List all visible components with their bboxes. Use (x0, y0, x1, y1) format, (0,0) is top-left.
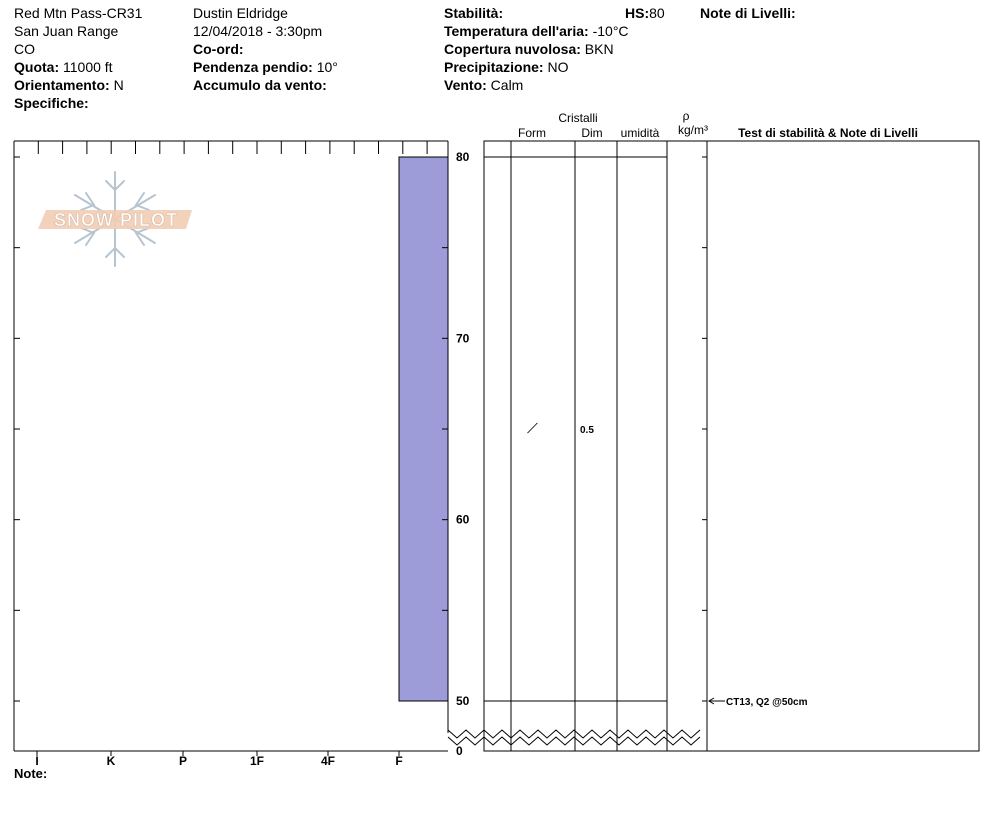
notes-depth-ticks (702, 157, 707, 701)
elevation-label: Quota: (14, 59, 60, 75)
slope-value: 10° (316, 59, 338, 75)
elevation-value: 11000 ft (63, 59, 113, 75)
col-rho: ρ (682, 109, 690, 123)
hardness-label-F: F (395, 754, 403, 768)
specifics-label: Specifiche: (14, 95, 89, 111)
tests-group (709, 697, 808, 708)
hs-value: 80 (649, 5, 665, 21)
logo-text: SNOW PILOT (54, 210, 178, 230)
air-temp-value: -10°C (592, 23, 629, 39)
zigzag-line-1 (448, 737, 700, 745)
layers-group (399, 157, 448, 701)
depth-label-0: 0 (456, 744, 463, 758)
aspect-value: N (113, 77, 124, 93)
col-density-unit: kg/m³ (678, 123, 708, 137)
wind-value: Calm (490, 77, 524, 93)
grain-form-0: / (524, 421, 540, 437)
observer: Dustin Eldridge (193, 5, 288, 21)
hardness-label-4F: 4F (320, 754, 336, 768)
mountain-range: San Juan Range (14, 23, 119, 39)
col-stability-notes: Test di stabilità & Note di Livelli (738, 126, 918, 140)
state: CO (14, 41, 35, 57)
wind-label: Vento: (444, 77, 487, 93)
hs-label: HS: (625, 5, 650, 21)
grains-group (524, 421, 594, 436)
wind-loading-label: Accumulo da vento: (193, 77, 327, 93)
depth-label-70: 70 (456, 331, 470, 346)
layer-notes-label: Note di Livelli: (700, 5, 796, 21)
hardness-label-P: P (178, 754, 188, 768)
stability-label: Stabilità: (444, 5, 504, 21)
test-note-0: CT13, Q2 @50cm (726, 697, 808, 708)
hardness-label-1F: 1F (249, 754, 265, 768)
precip-value: NO (547, 59, 569, 75)
layer-0-bar (399, 157, 448, 701)
precip-label: Precipitazione: (444, 59, 544, 75)
depth-label-50: 50 (456, 694, 470, 708)
hardness-axis (35, 751, 402, 768)
hardness-top-ticks (14, 141, 427, 154)
snowpilot-logo (38, 172, 192, 266)
col-crystals: Cristalli (558, 111, 598, 125)
air-temp-label: Temperatura dell'aria: (444, 23, 589, 39)
notes-label: Note: (14, 766, 48, 781)
crystal-table (484, 109, 979, 751)
slope-label: Pendenza pendio: (193, 59, 313, 75)
aspect-label: Orientamento: (14, 77, 110, 93)
observation-datetime: 12/04/2018 - 3:30pm (193, 23, 323, 39)
coord-label: Co-ord: (193, 41, 244, 57)
col-form: Form (518, 126, 546, 140)
location-name: Red Mtn Pass-CR31 (14, 5, 143, 21)
grain-size-0: 0.5 (580, 425, 594, 436)
cloud-label: Copertura nuvolosa: (444, 41, 581, 57)
depth-break-zigzag (448, 730, 700, 745)
hardness-graph (14, 141, 448, 768)
depth-label-80: 80 (456, 150, 470, 164)
cloud-value: BKN (584, 41, 614, 57)
hardness-label-K: K (106, 754, 116, 768)
hardness-label-I: I (35, 754, 39, 768)
depth-label-60: 60 (456, 512, 470, 527)
left-depth-ticks (14, 157, 20, 701)
col-dim: Dim (581, 126, 603, 140)
col-moisture: umidità (620, 126, 660, 140)
